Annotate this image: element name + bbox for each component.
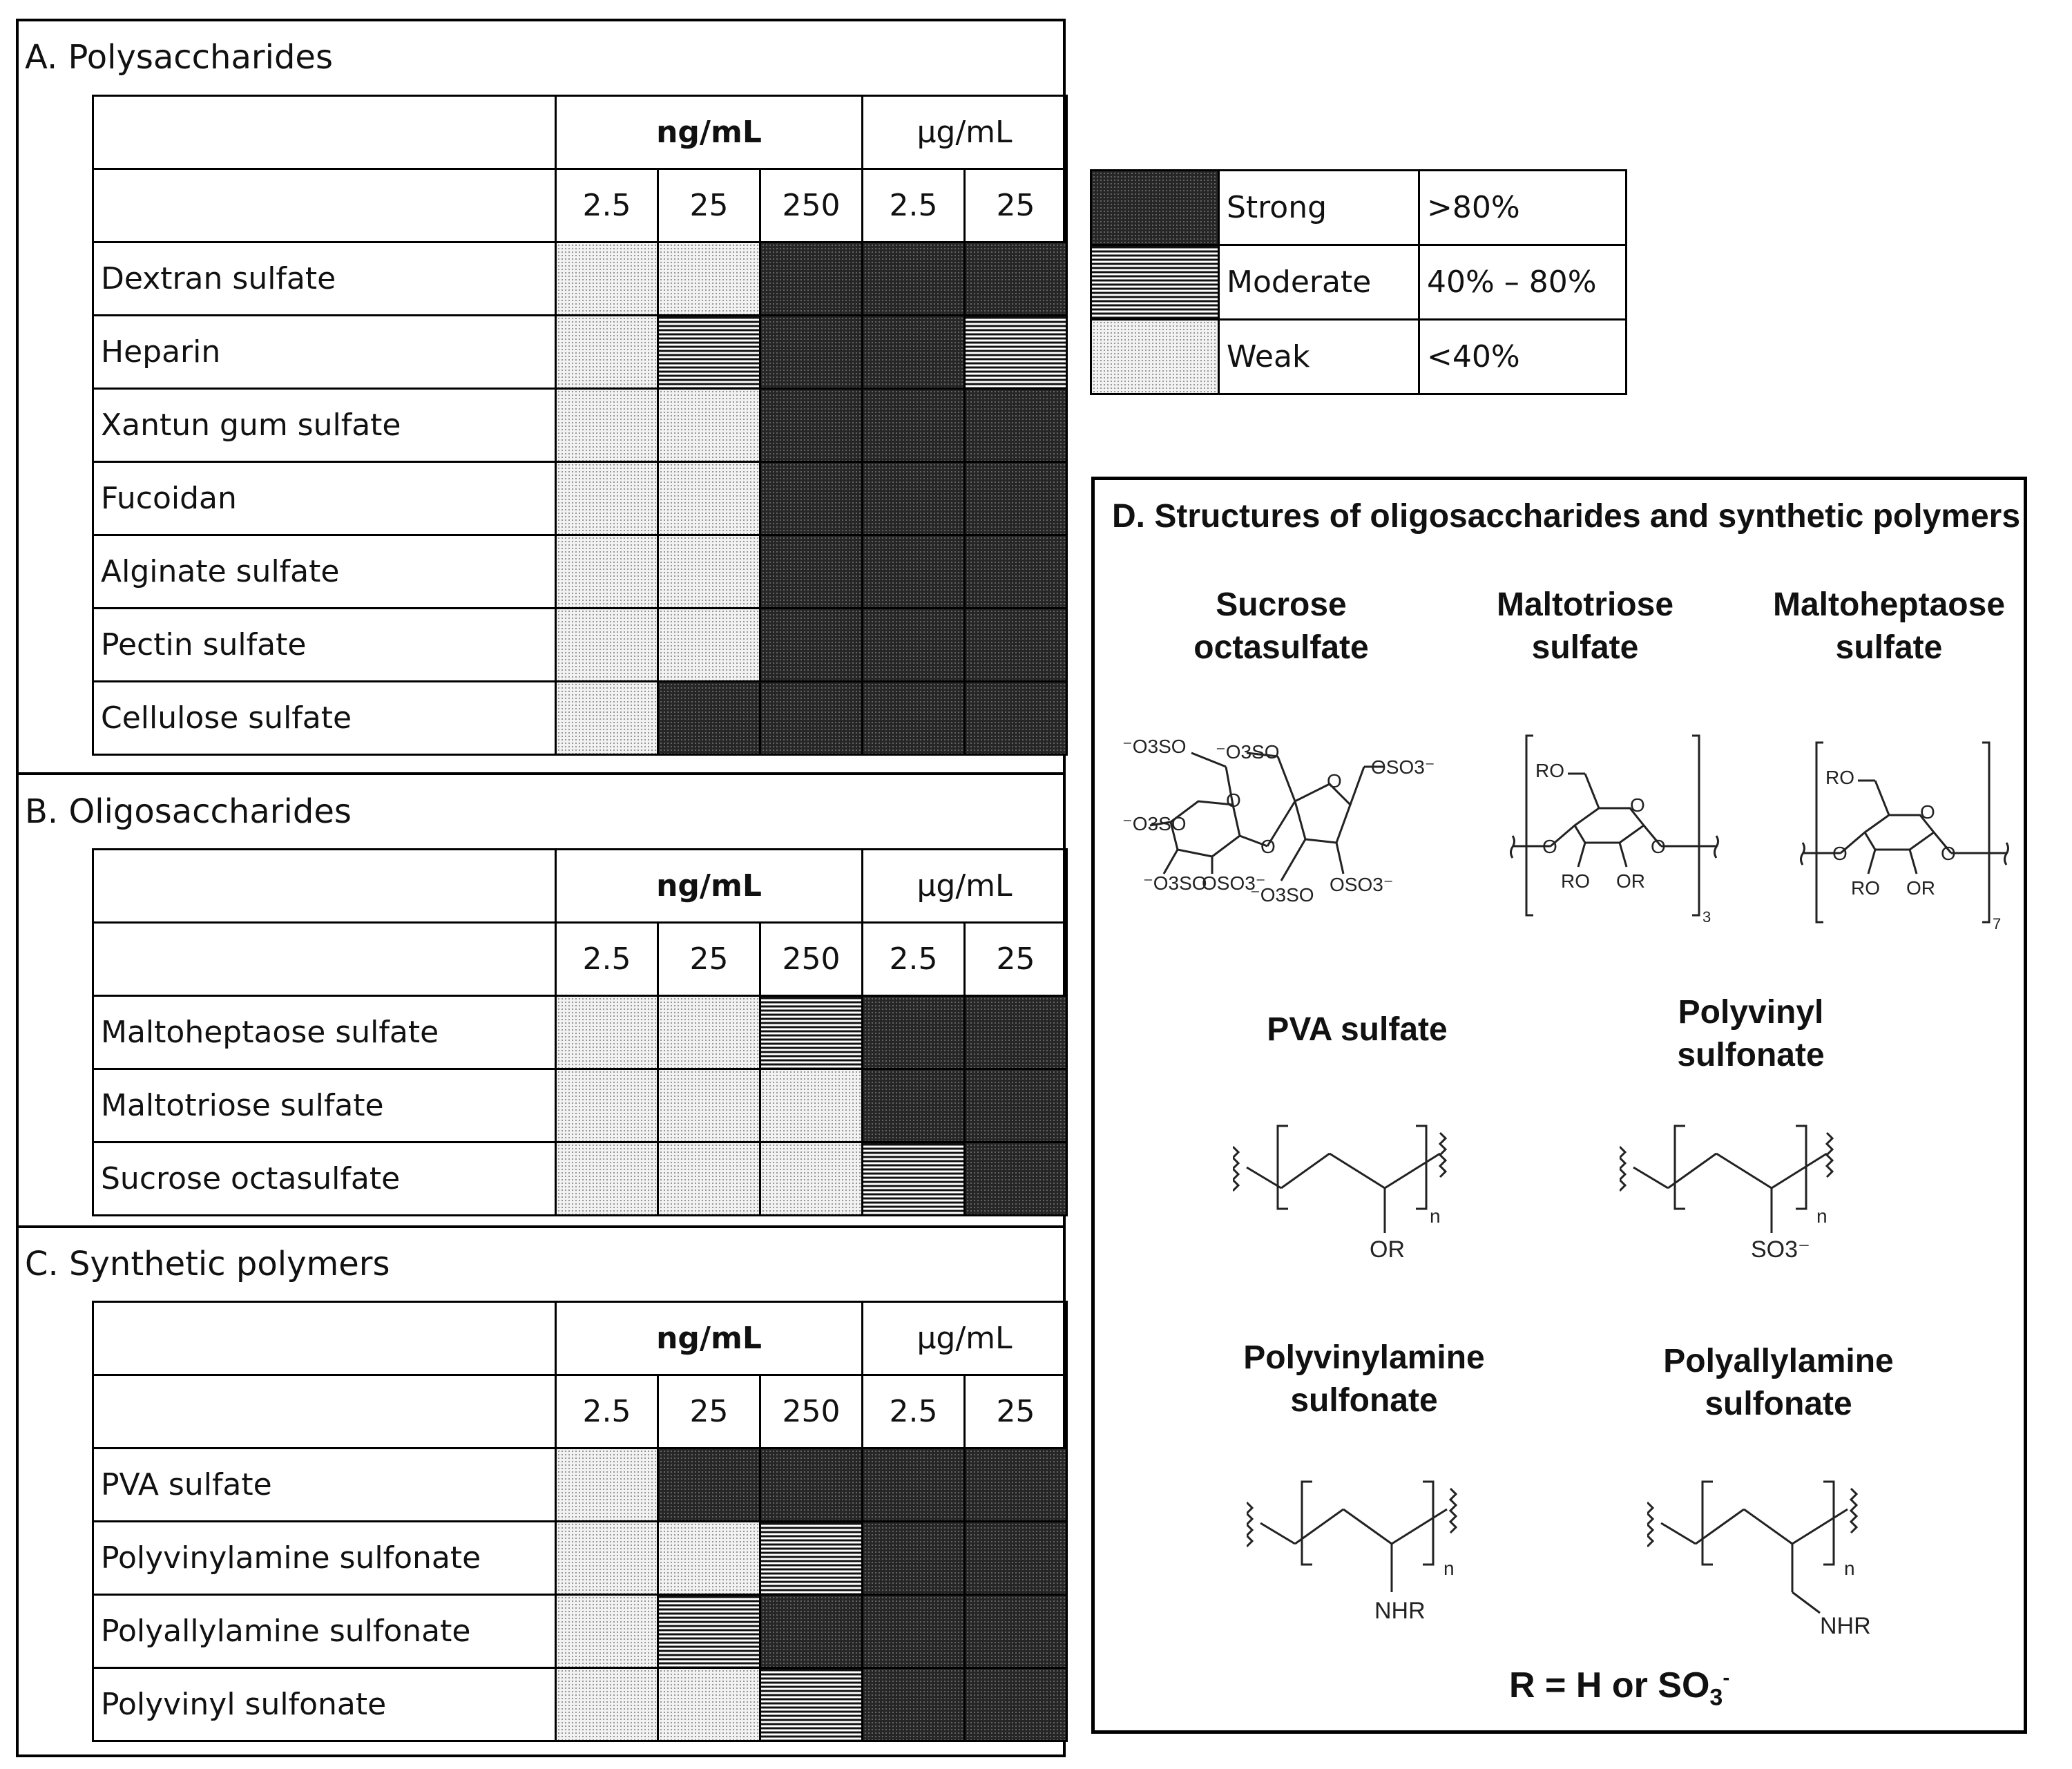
table-row: [93, 1522, 1067, 1595]
activity-cell-strong: [965, 1448, 1067, 1522]
svg-text:RO: RO: [1851, 877, 1880, 899]
panel-d: [1091, 477, 2027, 1734]
activity-cell-strong: [863, 609, 965, 682]
activity-cell-strong: [965, 242, 1067, 316]
table-row: [93, 1142, 1067, 1216]
legend-label: Moderate: [1219, 245, 1419, 320]
unit-header-row: [93, 96, 1067, 169]
compound-name: Maltoheptaose sulfate: [93, 996, 556, 1069]
activity-cell-moderate: [658, 316, 760, 389]
activity-cell-strong: [965, 996, 1067, 1069]
sucrose-octasulfate-structure: [1122, 725, 1440, 912]
activity-cell-weak: [658, 242, 760, 316]
compound-name-maltoheptaose: Maltoheptaose sulfate: [1772, 586, 2006, 666]
activity-cell-weak: [556, 1142, 658, 1216]
legend-label: Weak: [1219, 320, 1419, 394]
polyvinylamine-sulfonate-structure: [1247, 1468, 1509, 1627]
activity-cell-weak: [556, 1522, 658, 1595]
activity-cell-strong: [863, 996, 965, 1069]
concentration-header-row: [93, 923, 1067, 996]
unit-ug-header: µg/mL: [863, 96, 1067, 169]
activity-cell-weak: [556, 1595, 658, 1668]
compound-name-polyvinyl: Polyvinyl sulfonate: [1677, 994, 1825, 1073]
activity-cell-strong: [863, 1069, 965, 1142]
table-row: [93, 996, 1067, 1069]
svg-text:RO: RO: [1825, 767, 1854, 788]
table-row: [93, 1448, 1067, 1522]
activity-cell-strong: [863, 535, 965, 609]
svg-text:O: O: [1226, 790, 1241, 811]
activity-cell-weak: [556, 389, 658, 462]
activity-cell-moderate: [965, 316, 1067, 389]
activity-cell-strong: [965, 462, 1067, 535]
activity-cell-strong: [965, 1142, 1067, 1216]
svg-text:O: O: [1832, 843, 1848, 864]
maltoheptaose-sulfate-structure: [1799, 722, 2013, 936]
activity-cell-strong: [965, 1668, 1067, 1741]
table-row: [93, 242, 1067, 316]
maltotriose-sulfate-structure: [1509, 722, 1723, 929]
activity-cell-strong: [863, 1522, 965, 1595]
blank-header-cell: [93, 1302, 556, 1375]
svg-text:⁻O3SO: ⁻O3SO: [1143, 872, 1207, 894]
activity-cell-strong: [658, 1448, 760, 1522]
activity-cell-weak: [556, 535, 658, 609]
concentration-header: 25: [658, 923, 760, 996]
activity-cell-strong: [760, 1595, 863, 1668]
svg-text:O: O: [1920, 801, 1935, 823]
svg-text:⁻O3SO: ⁻O3SO: [1250, 884, 1314, 906]
activity-cell-weak: [556, 1668, 658, 1741]
pva-sulfate-structure: [1233, 1105, 1495, 1264]
unit-ng-header: ng/mL: [556, 850, 863, 923]
concentration-header: 25: [965, 1375, 1067, 1448]
activity-cell-strong: [965, 389, 1067, 462]
panel-d-title: D. Structures of oligosaccharides and synthetic polymers: [1112, 498, 2021, 535]
activity-cell-moderate: [760, 1522, 863, 1595]
svg-text:n: n: [1443, 1558, 1455, 1579]
activity-cell-strong: [863, 1595, 965, 1668]
activity-cell-strong: [863, 1668, 965, 1741]
concentration-header: 2.5: [863, 169, 965, 242]
activity-cell-strong: [760, 316, 863, 389]
activity-cell-weak: [760, 1069, 863, 1142]
legend-table: [1090, 169, 1627, 395]
activity-cell-strong: [760, 1448, 863, 1522]
activity-cell-strong: [863, 316, 965, 389]
polyvinyl-sulfonate-structure: [1620, 1105, 1882, 1264]
activity-cell-strong: [760, 682, 863, 755]
activity-cell-strong: [965, 1522, 1067, 1595]
activity-cell-strong: [760, 535, 863, 609]
svg-text:3: 3: [1702, 908, 1711, 926]
legend-row: [1091, 245, 1627, 320]
activity-cell-strong: [863, 389, 965, 462]
svg-text:n: n: [1844, 1558, 1855, 1579]
svg-text:OR: OR: [1906, 877, 1935, 899]
activity-cell-strong: [863, 462, 965, 535]
concentration-header: 2.5: [556, 923, 658, 996]
activity-cell-weak: [658, 1668, 760, 1741]
svg-text:SO3⁻: SO3⁻: [1751, 1236, 1810, 1263]
compound-name: Heparin: [93, 316, 556, 389]
activity-cell-weak: [658, 1069, 760, 1142]
blank-header-cell: [93, 169, 556, 242]
legend-range: <40%: [1419, 320, 1627, 394]
activity-cell-weak: [658, 389, 760, 462]
activity-cell-strong: [760, 389, 863, 462]
section-a-title: A. Polysaccharides: [25, 38, 333, 77]
svg-text:n: n: [1430, 1205, 1441, 1227]
concentration-header: 25: [965, 923, 1067, 996]
activity-cell-strong: [760, 242, 863, 316]
activity-cell-moderate: [863, 1142, 965, 1216]
unit-header-row: [93, 1302, 1067, 1375]
table-row: [93, 609, 1067, 682]
legend-range: 40% – 80%: [1419, 245, 1627, 320]
activity-cell-strong: [965, 682, 1067, 755]
svg-text:O: O: [1941, 843, 1956, 864]
blank-header-cell: [93, 96, 556, 169]
table-row: [93, 535, 1067, 609]
compound-name: Sucrose octasulfate: [93, 1142, 556, 1216]
concentration-header: 250: [760, 1375, 863, 1448]
concentration-header: 25: [658, 1375, 760, 1448]
activity-cell-strong: [760, 462, 863, 535]
svg-text:NHR: NHR: [1820, 1613, 1871, 1639]
svg-text:OR: OR: [1616, 870, 1645, 892]
section-c-title: C. Synthetic polymers: [25, 1245, 390, 1283]
section-c-table: [92, 1301, 1068, 1742]
activity-cell-strong: [965, 1069, 1067, 1142]
activity-cell-strong: [863, 242, 965, 316]
legend-swatch-strong: [1091, 171, 1219, 245]
svg-text:⁻O3SO: ⁻O3SO: [1122, 813, 1187, 834]
unit-ug-header: µg/mL: [863, 1302, 1067, 1375]
compound-name: Polyallylamine sulfonate: [93, 1595, 556, 1668]
svg-text:O: O: [1630, 794, 1645, 816]
concentration-header: 25: [658, 169, 760, 242]
concentration-header: 2.5: [556, 169, 658, 242]
compound-name-maltotriose: Maltotriose sulfate: [1496, 586, 1674, 666]
activity-cell-weak: [556, 1069, 658, 1142]
table-row: [93, 1069, 1067, 1142]
table-row: [93, 389, 1067, 462]
compound-name: PVA sulfate: [93, 1448, 556, 1522]
table-row: [93, 1668, 1067, 1741]
activity-cell-strong: [658, 682, 760, 755]
table-row: [93, 462, 1067, 535]
compound-name: Polyvinyl sulfonate: [93, 1668, 556, 1741]
activity-cell-weak: [658, 609, 760, 682]
compound-name: Pectin sulfate: [93, 609, 556, 682]
unit-ug-header: µg/mL: [863, 850, 1067, 923]
svg-text:RO: RO: [1535, 760, 1564, 781]
activity-cell-strong: [863, 1448, 965, 1522]
svg-text:OSO3⁻: OSO3⁻: [1330, 874, 1394, 895]
unit-ng-header: ng/mL: [556, 96, 863, 169]
blank-header-cell: [93, 850, 556, 923]
activity-cell-weak: [760, 1142, 863, 1216]
r-group-footnote: R = H or $SO_3^-$: [1509, 1665, 1730, 1711]
activity-cell-weak: [658, 462, 760, 535]
svg-text:n: n: [1816, 1205, 1828, 1227]
activity-cell-strong: [965, 535, 1067, 609]
activity-cell-weak: [556, 316, 658, 389]
svg-text:7: 7: [1993, 915, 2002, 933]
legend-swatch-weak: [1091, 320, 1219, 394]
section-b-title: B. Oligosaccharides: [25, 792, 352, 831]
concentration-header: 2.5: [863, 923, 965, 996]
activity-cell-weak: [556, 609, 658, 682]
activity-cell-strong: [965, 1595, 1067, 1668]
activity-cell-weak: [556, 1448, 658, 1522]
compound-name-polyallylamine: Polyallylamine sulfonate: [1663, 1343, 1894, 1422]
legend-label: Strong: [1219, 171, 1419, 245]
concentration-header: 250: [760, 923, 863, 996]
concentration-header: 2.5: [863, 1375, 965, 1448]
activity-cell-weak: [556, 462, 658, 535]
compound-name-polyvinylamine: Polyvinylamine sulfonate: [1243, 1339, 1485, 1419]
blank-header-cell: [93, 1375, 556, 1448]
compound-name: Alginate sulfate: [93, 535, 556, 609]
compound-name: Polyvinylamine sulfonate: [93, 1522, 556, 1595]
activity-cell-weak: [658, 535, 760, 609]
svg-text:⁻O3SO: ⁻O3SO: [1216, 741, 1280, 763]
svg-text:O: O: [1327, 770, 1342, 792]
svg-text:OSO3⁻: OSO3⁻: [1202, 872, 1266, 894]
compound-name: Maltotriose sulfate: [93, 1069, 556, 1142]
activity-cell-weak: [556, 242, 658, 316]
svg-text:RO: RO: [1561, 870, 1590, 892]
compound-name: Cellulose sulfate: [93, 682, 556, 755]
unit-header-row: [93, 850, 1067, 923]
blank-header-cell: [93, 923, 556, 996]
polyallylamine-sulfonate-structure: [1647, 1468, 1910, 1647]
activity-cell-weak: [658, 1142, 760, 1216]
concentration-header-row: [93, 169, 1067, 242]
unit-ng-header: ng/mL: [556, 1302, 863, 1375]
legend-swatch-moderate: [1091, 245, 1219, 320]
concentration-header: 25: [965, 169, 1067, 242]
activity-cell-moderate: [760, 996, 863, 1069]
activity-cell-weak: [658, 996, 760, 1069]
svg-text:OSO3⁻: OSO3⁻: [1371, 756, 1435, 778]
concentration-header: 2.5: [556, 1375, 658, 1448]
svg-text:O: O: [1260, 836, 1276, 857]
table-row: [93, 1595, 1067, 1668]
section-b-table: [92, 848, 1068, 1216]
concentration-header: 250: [760, 169, 863, 242]
compound-name: Fucoidan: [93, 462, 556, 535]
svg-text:O: O: [1542, 836, 1557, 857]
activity-cell-weak: [556, 996, 658, 1069]
activity-cell-moderate: [658, 1595, 760, 1668]
svg-text:⁻O3SO: ⁻O3SO: [1122, 736, 1187, 757]
section-a-table: [92, 95, 1068, 756]
svg-text:NHR: NHR: [1374, 1598, 1426, 1624]
legend-range: >80%: [1419, 171, 1627, 245]
activity-cell-strong: [863, 682, 965, 755]
table-row: [93, 682, 1067, 755]
compound-name-sucrose: Sucrose octasulfate: [1193, 586, 1369, 666]
concentration-header-row: [93, 1375, 1067, 1448]
activity-cell-weak: [658, 1522, 760, 1595]
svg-text:OR: OR: [1370, 1236, 1405, 1263]
legend-row: [1091, 320, 1627, 394]
activity-cell-weak: [556, 682, 658, 755]
activity-cell-strong: [965, 609, 1067, 682]
compound-name: Dextran sulfate: [93, 242, 556, 316]
table-row: [93, 316, 1067, 389]
legend-row: [1091, 171, 1627, 245]
svg-text:O: O: [1651, 836, 1666, 857]
activity-cell-strong: [760, 609, 863, 682]
compound-name-pva: PVA sulfate: [1267, 1011, 1448, 1048]
activity-cell-moderate: [760, 1668, 863, 1741]
compound-name: Xantun gum sulfate: [93, 389, 556, 462]
